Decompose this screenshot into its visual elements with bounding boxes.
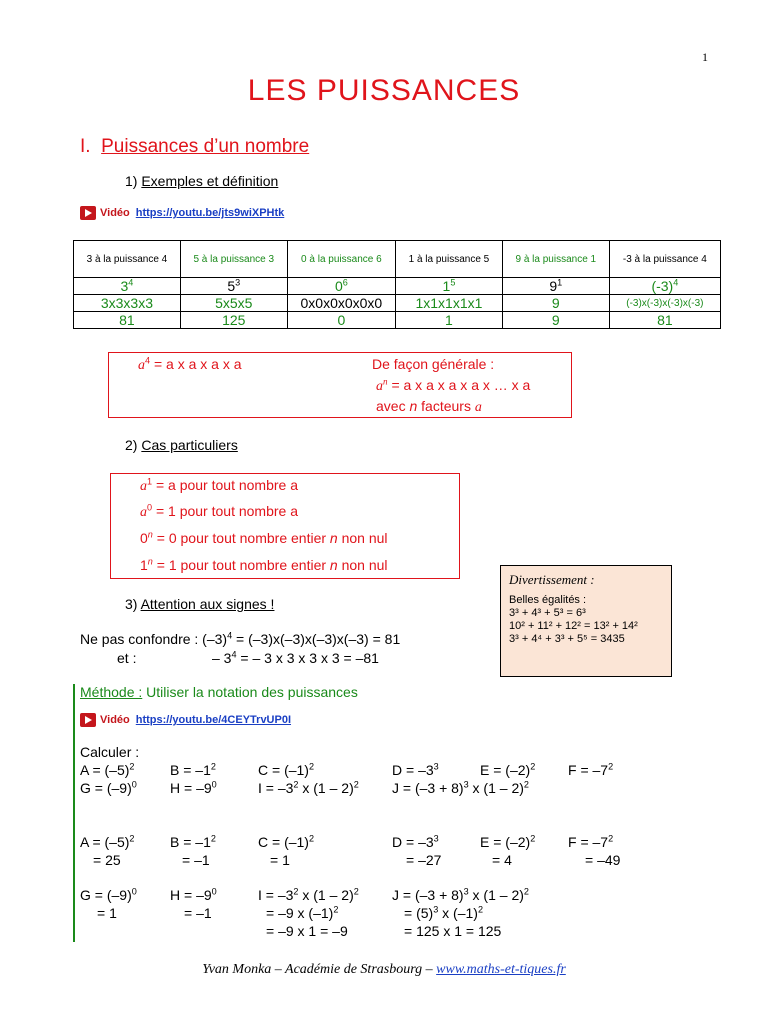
power-cell: $1^5$ [396,278,503,295]
method-title: Méthode : Utiliser la notation des puissances [80,684,358,700]
sol-D-result: = –27 [406,852,442,868]
expr-F: $F = -7^2$ [568,761,614,778]
case-3: 0$^n$ = 0 pour tout nombre entier n non nul [140,529,388,546]
case-4: 1$^n$ = 1 pour tout nombre entier n non nul [140,556,388,573]
power-cell: $0^6$ [287,278,395,295]
sol-H: $H = -9^0$ [170,886,217,903]
video-link-2[interactable] [80,713,291,727]
expr-E: $E = (-2)^2$ [480,761,536,778]
sol-J-result: = 125 x 1 = 125 [404,923,502,939]
case-1: $a^1 = a$ pour tout nombre a [140,476,298,494]
sol-G-result: = 1 [97,905,117,921]
product-cell: 5x5x5 [180,295,287,312]
signs-line-2: – $3^4$ = – 3 x 3 x 3 x 3 = –81 [212,649,379,666]
sol-A: $A = (-5)^2$ [80,833,135,850]
power-cell: $(-3)^4$ [609,278,720,295]
signs-line-2-label: et : [117,650,137,666]
footer-text: Yvan Monka – Académie de Strasbourg – [202,962,437,977]
result-cell: 0 [287,312,395,329]
video-label: Vidéo [100,714,130,726]
sol-F: $F = -7^2$ [568,833,614,850]
divertissement-line: 10² + 11² + 12² = 13² + 14² [509,620,638,632]
expr-C: $C = (-1)^2$ [258,761,315,778]
subsection-1 [125,173,278,189]
expr-G: $G = (-9)^0$ [80,779,137,796]
footer [0,962,768,978]
sol-D: $D = -3^3$ [392,833,439,850]
video-label: Vidéo [100,207,130,219]
divertissement-line: 3³ + 4³ + 5³ = 6³ [509,607,586,619]
sol-C: $C = (-1)^2$ [258,833,315,850]
subsection-title: Exemples et définition [141,173,279,189]
table-row [74,278,721,295]
subsection-number: 1) [125,173,138,189]
footer-link[interactable]: www.maths-et-tiques.fr [436,962,566,977]
expr-D: $D = -3^3$ [392,761,439,778]
product-cell: 0x0x0x0x0x0 [287,295,395,312]
divertissement-line: Belles égalités : [509,594,587,606]
table-header-cell: -3 à la puissance 4 [609,241,720,278]
sol-H-result: = –1 [184,905,212,921]
power-cell: $3^4$ [74,278,181,295]
definition-left: $a^4 = a$ x a x a x a [138,355,242,373]
sol-B: $B = -1^2$ [170,833,216,850]
sol-A-result: = 25 [93,852,121,868]
sol-I: $I = -3^2$ x (1 – 2)$^2$ [258,886,359,903]
expr-H: $H = -9^0$ [170,779,217,796]
table-header-cell: 0 à la puissance 6 [287,241,395,278]
expr-A: $A = (-5)^2$ [80,761,135,778]
method-bar [73,684,75,942]
table-header-cell: 9 à la puissance 1 [502,241,609,278]
divertissement-line: 3³ + 4⁴ + 3³ + 5⁵ = 3435 [509,633,625,645]
sol-E: $E = (-2)^2$ [480,833,536,850]
product-cell: (-3)x(-3)x(-3)x(-3) [609,295,720,312]
section-title [80,136,309,158]
subsection-2 [125,437,238,453]
sol-F-result: = –49 [585,852,621,868]
subsection-title: Cas particuliers [141,437,238,453]
play-icon [80,206,96,220]
product-cell: 9 [502,295,609,312]
power-cell: $9^1$ [502,278,609,295]
sol-I-result: = –9 x 1 = –9 [266,923,348,939]
case-2: $a^0 = 1$ pour tout nombre a [140,502,298,520]
calculer-label: Calculer : [80,744,140,760]
table-header-cell: 1 à la puissance 5 [396,241,503,278]
subsection-title: Attention aux signes ! [140,596,275,612]
video-url[interactable]: https://youtu.be/4CEYTrvUP0I [135,714,292,726]
sol-C-result: = 1 [270,852,290,868]
definition-general-formula: $a^n = a$ x a x a x a x … x a [376,376,531,394]
sol-I-step: = –9 x $(-1)^2$ [266,904,339,921]
sol-G: $G = (-9)^0$ [80,886,137,903]
sol-E-result: = 4 [492,852,512,868]
table-header-cell: 5 à la puissance 3 [180,241,287,278]
section-title-text: Puissances d’un nombre [101,136,310,157]
page-title: LES PUISSANCES [247,74,521,107]
sol-B-result: = –1 [182,852,210,868]
page-number: 1 [702,50,708,64]
definition-factors: avec n facteurs a [376,398,482,415]
subsection-number: 3) [125,596,138,612]
product-cell: 1x1x1x1x1 [396,295,503,312]
result-cell: 125 [180,312,287,329]
video-link-1[interactable] [80,206,284,220]
expr-I: $I = -3^2$ x (1 – 2)$^2$ [258,779,359,796]
table-row [74,295,721,312]
divertissement-title: Divertissement : [509,572,595,587]
divertissement-box [500,565,672,677]
table-header-cell: 3 à la puissance 4 [74,241,181,278]
sol-J-step: = $(5)^3$ x $(-1)^2$ [404,904,483,921]
table-row [74,241,721,278]
subsection-number: 2) [125,437,138,453]
signs-line-1: Ne pas confondre : $(-3)^4 = (-3)x(-3)x(-3)x(-3) = 81$ [80,630,401,647]
video-url[interactable]: https://youtu.be/jts9wiXPHtk [135,207,285,219]
result-cell: 81 [609,312,720,329]
table-row [74,312,721,329]
definition-general-label: De façon générale : [372,356,495,372]
subsection-3 [125,596,274,612]
powers-table [73,240,721,329]
section-number: I. [80,136,91,157]
expr-J: $J = (-3 + 8)^3$ x (1 – 2)$^2$ [392,779,529,796]
result-cell: 9 [502,312,609,329]
result-cell: 81 [74,312,181,329]
sol-J: $J = (-3 + 8)^3$ x (1 – 2)$^2$ [392,886,529,903]
result-cell: 1 [396,312,503,329]
expr-B: $B = -1^2$ [170,761,216,778]
play-icon [80,713,96,727]
product-cell: 3x3x3x3 [74,295,181,312]
power-cell: $5^3$ [180,278,287,295]
